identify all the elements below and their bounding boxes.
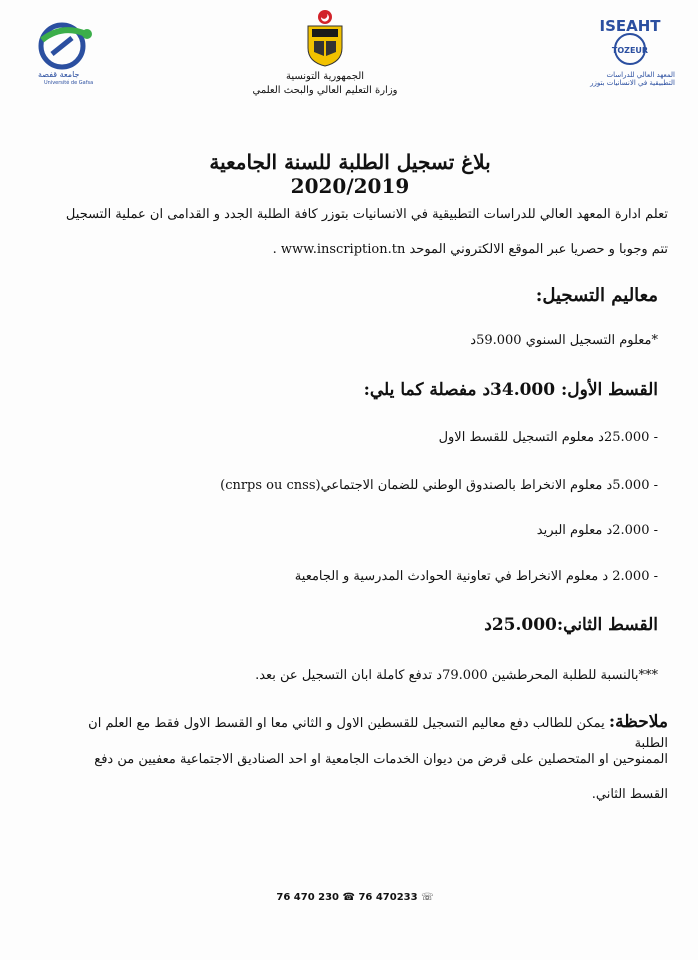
phone-icon: ☏ [421,892,434,903]
institute-logo-city: TOZEUR [611,46,649,55]
institute-logo [585,15,675,85]
institute-logo-icon [585,15,675,71]
fee-item-social-security: - 5.000د معلوم الانخراط بالصندوق الوطني للضمان الاجتماعي(cnrps ou cnss) [220,478,658,493]
page-title: بلاغ تسجيل الطلبة للسنة الجامعية 2020/2019 [209,150,491,198]
remark-label: ملاحظة: [608,712,668,732]
remark-text-1: يمكن للطالب دفع معاليم التسجيل للقسطين الاول و الثاني معا او القسط الاول فقط مع العلم ان الطلبة [88,716,668,751]
emblem-icon [300,8,350,68]
remark-line-2: الممنوحين او المتحصلين على قرض من ديوان الخدمات الجامعية او احد الصناديق الاجتماعية معفيين من دفع [94,752,668,767]
university-logo-icon [30,20,100,72]
university-logo-label: جامعة قفصة [38,70,80,79]
remark-line-1 [60,712,668,754]
fees-heading: معاليم التسجيل: [535,285,658,306]
fax-icon: ☎ [342,892,355,903]
first-installment: القسط الأول: 34.000د مفصلة كما يلي: [363,380,658,400]
fee-item-registration: - 25.000د معلوم التسجيل للقسط الاول [438,430,658,445]
republic-name: الجمهورية التونسية [285,71,365,82]
intro-line-2: تتم وجوبا و حصريا عبر الموقع الالكتروني الموحد www.inscription.tn . [272,242,668,257]
fax-number: 76 470233 [358,892,418,903]
institute-logo-caption: المعهد العالي للدراسات التطبيقية في الانسانيات بتوزر [590,71,675,87]
fee-item-post: - 2.000د معلوم البريد [536,523,658,538]
university-logo [30,20,100,90]
intro-line-1: تعلم ادارة المعهد العالي للدراسات التطبيقية في الانسانيات بتوزر كافة الطلبة الجدد و القدامى ان عملية التسجيل [65,207,668,222]
annual-fee: *معلوم التسجيل السنوي 59.000د [470,333,658,348]
fee-item-insurance: - 2.000 د معلوم الانخراط في تعاونية الحوادث المدرسية و الجامعية [294,569,658,584]
institute-logo-acronym: ISEAHT [599,17,661,35]
graduates-note: ***بالنسبة للطلبة المحرطشين 79.000د تدفع كاملة ابان التسجيل عن بعد. [255,668,658,683]
remark-line-3: القسط الثاني. [591,787,668,802]
ministry-header [220,70,430,98]
university-logo-sublabel: Université de Gafsa [44,80,94,86]
second-installment: القسط الثاني:25.000د [484,615,658,635]
contact-footer [275,892,435,903]
phone-number: 76 470 230 [276,892,340,903]
ministry-name: وزارة التعليم العالي والبحث العلمي [252,85,398,96]
tunisia-emblem [300,8,350,68]
